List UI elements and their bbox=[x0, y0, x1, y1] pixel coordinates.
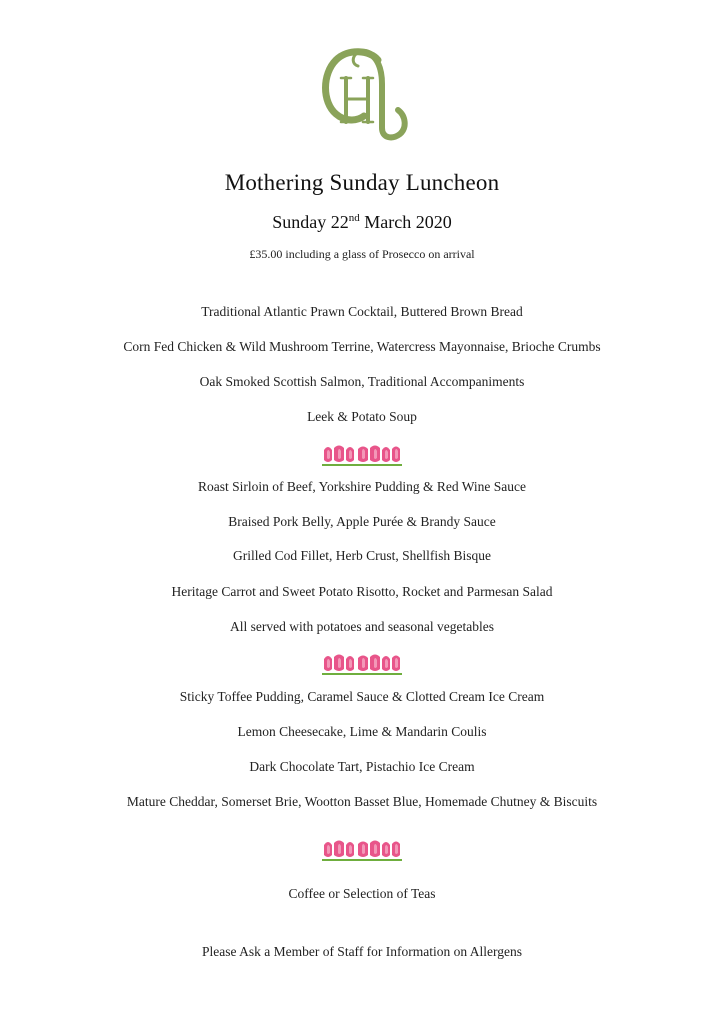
date-ordinal: nd bbox=[348, 212, 360, 224]
tulips-divider-icon bbox=[322, 653, 402, 677]
menu-item: Roast Sirloin of Beef, Yorkshire Pudding & Red Wine Sauce bbox=[197, 479, 527, 494]
tulips-divider-icon bbox=[322, 839, 402, 863]
menu-item: Leek & Potato Soup bbox=[307, 409, 417, 424]
menu-item: Braised Pork Belly, Apple Purée & Brandy Sauce bbox=[228, 514, 496, 529]
menu-item: Grilled Cod Fillet, Herb Crust, Shellfish Bisque bbox=[233, 548, 491, 563]
allergen-note: Please Ask a Member of Staff for Information on Allergens bbox=[201, 944, 523, 959]
coffee-line: Coffee or Selection of Teas bbox=[288, 886, 436, 901]
menu-item: Mature Cheddar, Somerset Brie, Wootton Basset Blue, Homemade Chutney & Biscuits bbox=[126, 794, 598, 809]
price-note: £35.00 including a glass of Prosecco on arrival bbox=[249, 247, 475, 261]
menu-item: Corn Fed Chicken & Wild Mushroom Terrine, Watercress Mayonnaise, Brioche Crumbs bbox=[123, 339, 601, 354]
menu-date bbox=[0, 212, 724, 233]
menu-item: Sticky Toffee Pudding, Caramel Sauce & Clotted Cream Ice Cream bbox=[179, 689, 545, 704]
menu-note: All served with potatoes and seasonal vegetables bbox=[230, 619, 494, 634]
tulips-divider-icon bbox=[322, 444, 402, 468]
menu-item: Traditional Atlantic Prawn Cocktail, Buttered Brown Bread bbox=[201, 304, 523, 319]
date-prefix: Sunday 22 bbox=[272, 212, 349, 232]
menu-item: Oak Smoked Scottish Salmon, Traditional Accompaniments bbox=[199, 374, 525, 389]
menu-item: Heritage Carrot and Sweet Potato Risotto, Rocket and Parmesan Salad bbox=[171, 584, 553, 599]
date-rest: March 2020 bbox=[359, 212, 452, 232]
menu-title: Mothering Sunday Luncheon bbox=[224, 170, 500, 195]
monogram-logo-icon bbox=[312, 44, 412, 144]
menu-item: Dark Chocolate Tart, Pistachio Ice Cream bbox=[249, 759, 475, 774]
menu-item: Lemon Cheesecake, Lime & Mandarin Coulis bbox=[237, 724, 487, 739]
